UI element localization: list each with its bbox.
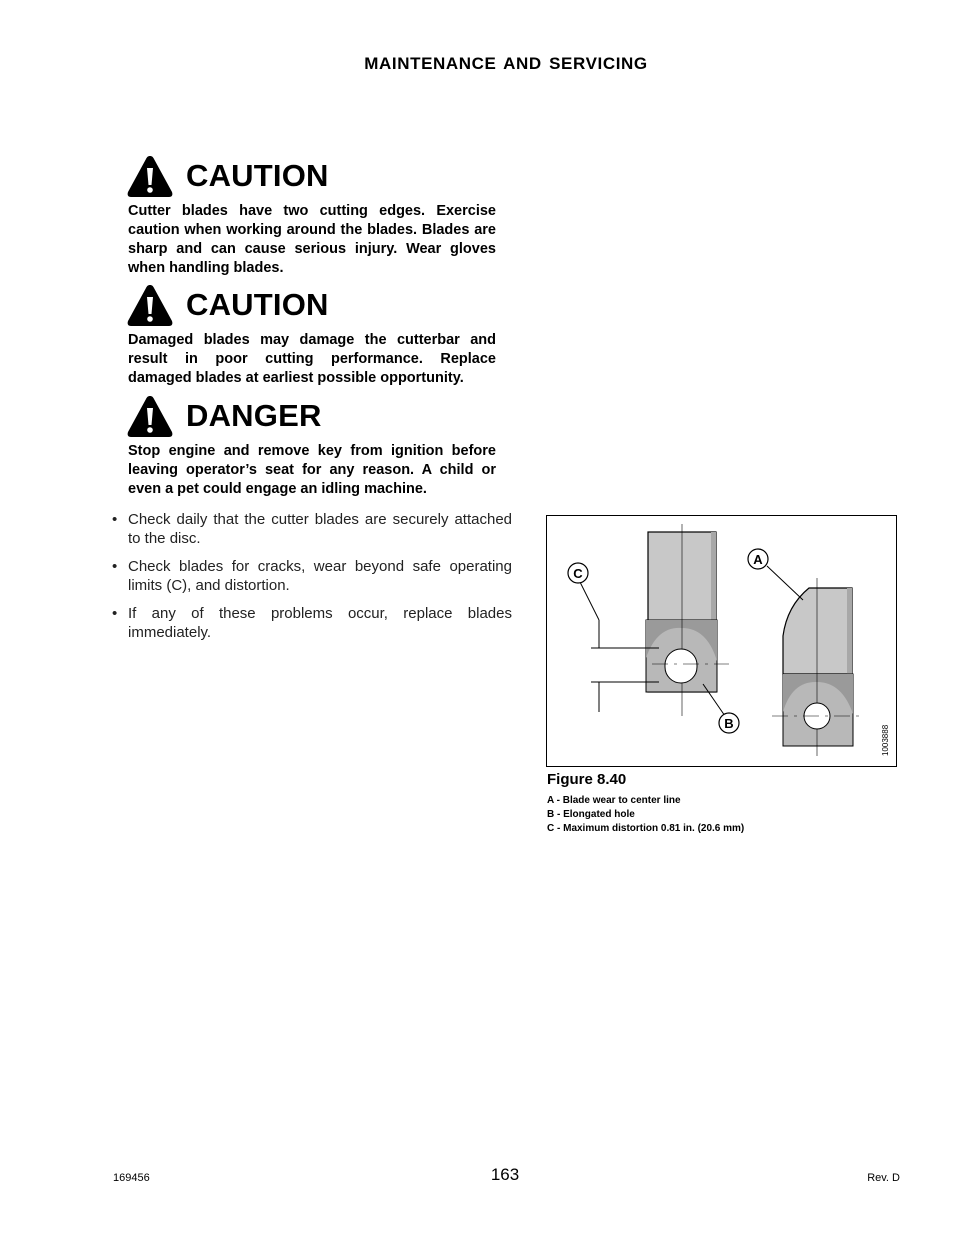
warning-title: DANGER [186,398,322,433]
list-item: • Check daily that the cutter blades are securely attached to the disc. [112,511,512,547]
bullet-icon: • [112,605,118,622]
warning-heading [126,283,496,327]
warning-heading [126,154,496,198]
bullet-icon: • [112,558,118,575]
right-blade-edge [847,588,852,674]
warning-triangle-icon [126,394,174,438]
page-number: 163 [490,1165,520,1184]
warning-text: Stop engine and remove key from ignition before leaving operator’s seat for any reason. A child or even a pet could engage an idling machine. [128,443,496,497]
warning-triangle-icon [126,154,174,198]
legend-item: A - Blade wear to center line [547,795,681,806]
right-blade-body [783,588,852,674]
bullet-icon: • [112,511,118,528]
warning-title: CAUTION [186,287,329,322]
list-item: • If any of these problems occur, replace blades immediately. [112,605,512,641]
caution-warning-1 [126,154,496,278]
callout-a-label: A [753,552,763,567]
warning-text: Damaged blades may damage the cutterbar and result in poor cutting performance. Replace damaged blades at earliest possible opportunity. [128,332,496,386]
document-number: 169456 [113,1172,150,1184]
warning-title: CAUTION [186,158,329,193]
image-number: 1003888 [881,724,890,756]
legend-item: B - Elongated hole [547,809,635,820]
warning-heading [126,394,496,438]
figure-legend [547,794,744,836]
blade-illustration [546,515,897,767]
list-item: • Check blades for cracks, wear beyond safe operating limits (C), and distortion. [112,558,512,594]
elongated-hole [665,649,697,683]
danger-warning [126,394,496,499]
legend-item: C - Maximum distortion 0.81 in. (20.6 mm) [547,823,745,834]
callout-b-label: B [724,716,734,731]
callout-c-label: C [573,566,583,581]
figure-caption: Figure 8.40 [547,771,627,788]
inspection-bullet-list [112,510,512,651]
blade-diagram [547,516,897,767]
page-header: MAINTENANCE AND SERVICING [364,54,648,73]
caution-warning-2 [126,283,496,388]
revision-label: Rev. D [867,1172,900,1184]
warning-triangle-icon [126,283,174,327]
warning-text: Cutter blades have two cutting edges. Exercise caution when working around the blades. Blades are sharp and can cause serious injury. Wear gloves when handling blades. [128,203,496,276]
